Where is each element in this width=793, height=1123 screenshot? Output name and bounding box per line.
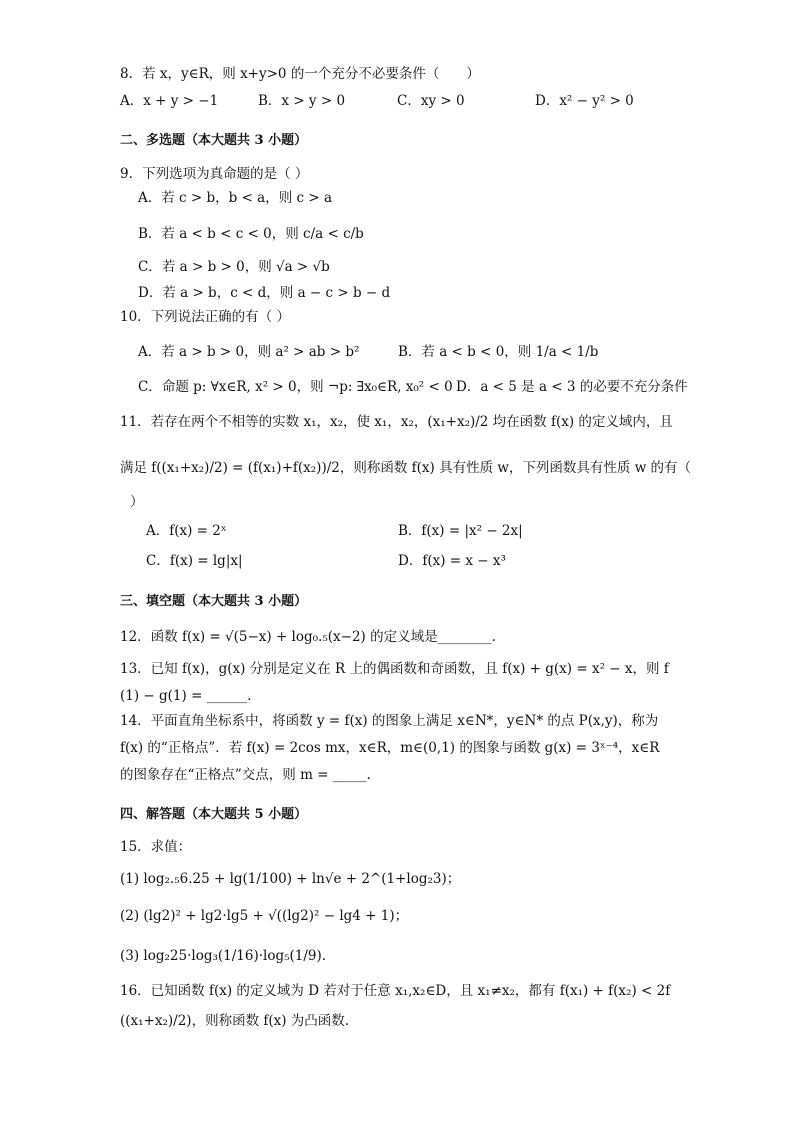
question-8-stem: 8．若 x，y∈R，则 x+y>0 的一个充分不必要条件（ ） xyxy=(120,66,480,82)
question-9-option-d: D．若 a > b，c < d，则 a − c > b − d xyxy=(138,285,391,301)
question-16-line-1: 16．已知函数 f(x) 的定义域为 D 若对于任意 x₁,x₂∈D，且 x₁≠x₂，都有 f(x₁) + f(x₂) < 2f xyxy=(120,983,671,999)
question-12: 12．函数 f(x) = √(5−x) + log₀.₅(x−2) 的定义域是________. xyxy=(120,629,496,645)
question-14-line-2: f(x) 的“正格点”．若 f(x) = 2cos mx，x∈R，m∈(0,1) 的图象与函数 g(x) = 3ˣ⁻⁴，x∈R xyxy=(120,740,660,756)
question-11-option-b: B．f(x) = |x² − 2x| xyxy=(398,523,523,539)
section-heading-fill-blank: 三、填空题（本大题共 3 小题） xyxy=(120,594,308,609)
question-10-option-a: A．若 a > b > 0，则 a² > ab > b² xyxy=(138,344,360,360)
question-8-option-c: C．xy > 0 xyxy=(397,93,465,109)
question-13-line-1: 13．已知 f(x)，g(x) 分别是定义在 R 上的偶函数和奇函数，且 f(x) + g(x) = x² − x，则 f xyxy=(120,661,669,677)
question-8-option-a: A．x + y > −1 xyxy=(120,93,219,109)
question-10-stem: 10．下列说法正确的有（ ） xyxy=(120,309,290,325)
question-11-line-1: 11．若存在两个不相等的实数 x₁，x₂，使 x₁，x₂，(x₁+x₂)/2 均在函数 f(x) 的定义域内，且 xyxy=(120,414,673,430)
question-10-option-c: C．命题 p: ∀x∈R, x² > 0，则 ¬p: ∃x₀∈R, x₀² < 0 xyxy=(138,379,453,395)
question-10-option-d: D．a < 5 是 a < 3 的必要不充分条件 xyxy=(456,379,688,395)
question-11-option-d: D．f(x) = x − x³ xyxy=(398,553,506,569)
question-9-stem: 9．下列选项为真命题的是（ ） xyxy=(120,166,309,182)
question-15-stem: 15．求值： xyxy=(120,839,192,855)
question-11-line-2: 满足 f((x₁+x₂)/2) = (f(x₁)+f(x₂))/2，则称函数 f(x) 具有性质 w，下列函数具有性质 w 的有（ xyxy=(120,460,692,476)
section-heading-solutions: 四、解答题（本大题共 5 小题） xyxy=(120,807,308,822)
question-9-option-b: B．若 a < b < c < 0，则 c/a < c/b xyxy=(138,226,364,242)
question-11-option-a: A．f(x) = 2ˣ xyxy=(146,523,227,539)
question-8-option-d: D．x² − y² > 0 xyxy=(535,93,634,109)
question-16-line-2: ((x₁+x₂)/2)，则称函数 f(x) 为凸函数. xyxy=(120,1013,350,1029)
question-15-part-3: (3) log₂25·log₃(1/16)·log₅(1/9). xyxy=(120,948,327,964)
question-9-option-c: C．若 a > b > 0，则 √a > √b xyxy=(138,259,330,275)
question-13-line-2: (1) − g(1) = ______. xyxy=(120,688,252,704)
question-11-option-c: C．f(x) = lg|x| xyxy=(146,553,243,569)
section-heading-multiple-choice: 二、多选题（本大题共 3 小题） xyxy=(120,133,308,148)
question-9-option-a: A．若 c > b，b < a，则 c > a xyxy=(138,190,333,206)
question-15-part-2: (2) (lg2)² + lg2·lg5 + √((lg2)² − lg4 + 1)； xyxy=(120,908,409,924)
question-10-option-b: B．若 a < b < 0，则 1/a < 1/b xyxy=(398,344,599,360)
question-15-part-1: (1) log₂.₅6.25 + lg(1/100) + ln√e + 2^(1+log₂3)； xyxy=(120,871,461,887)
question-14-line-3: 的图象存在“正格点”交点，则 m = _____. xyxy=(120,767,371,783)
question-8-option-b: B．x > y > 0 xyxy=(258,93,346,109)
question-14-line-1: 14．平面直角坐标系中，将函数 y = f(x) 的图象上满足 x∈N*，y∈N* 的点 P(x,y)，称为 xyxy=(120,713,659,729)
question-11-line-3: ） xyxy=(130,494,144,510)
